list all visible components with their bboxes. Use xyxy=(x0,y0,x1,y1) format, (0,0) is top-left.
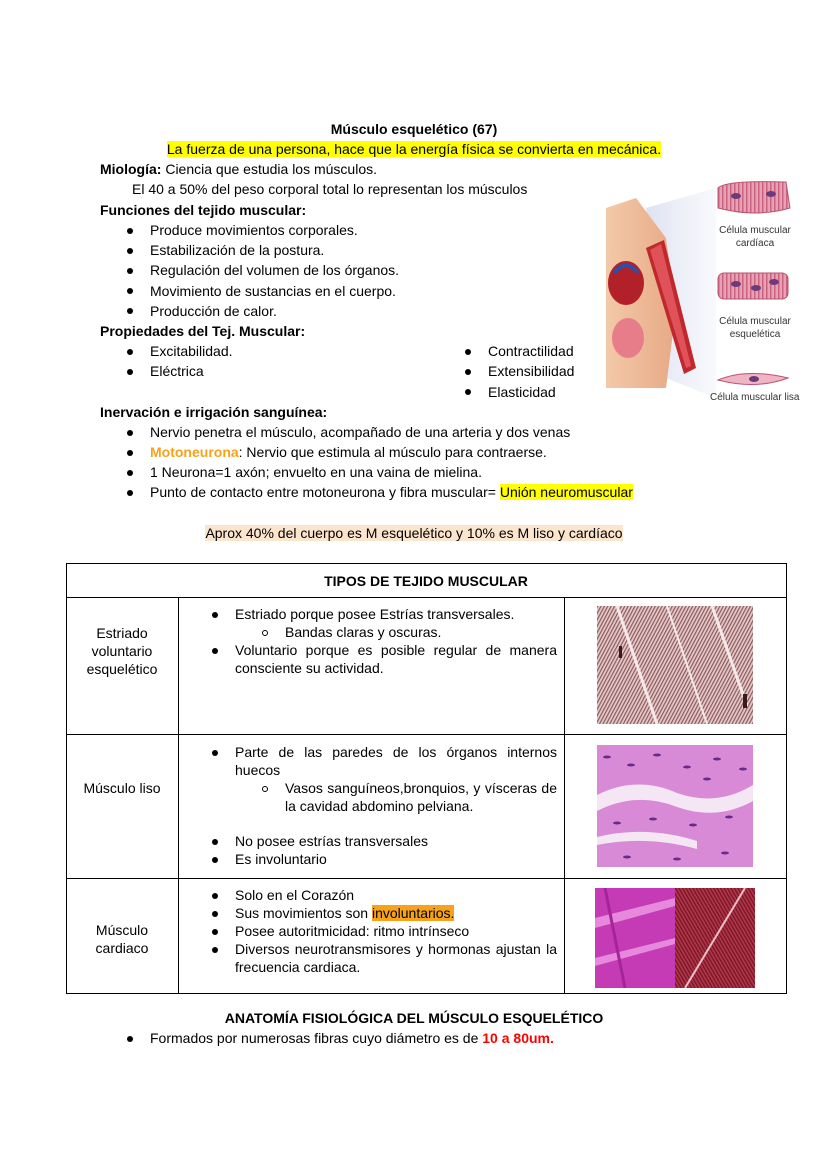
smooth-muscle-micrograph xyxy=(597,745,753,867)
figure-label-skeletal: Célula muscular esquelética xyxy=(719,316,791,340)
list-item: Produce movimientos corporales. xyxy=(150,222,358,238)
table-cell-text: Solo en el Corazón xyxy=(235,887,355,903)
anatomia-item: Formados por numerosas fibras cuyo diámetro es de 10 a 80um. xyxy=(150,1030,554,1046)
list-item: Regulación del volumen de los órganos. xyxy=(150,262,400,278)
page-subtitle: La fuerza de una persona, hace que la energía física se convierta en mecánica. xyxy=(166,141,662,157)
table-header: TIPOS DE TEJIDO MUSCULAR xyxy=(324,573,528,589)
table-border xyxy=(66,563,67,994)
anatomia-heading: ANATOMÍA FISIOLÓGICA DEL MÚSCULO ESQUELÉTICO xyxy=(224,1010,604,1026)
inervacion-heading: Inervación e irrigación sanguínea: xyxy=(100,404,328,420)
propiedad-left: Excitabilidad. xyxy=(150,343,233,359)
inervacion-item: 1 Neurona=1 axón; envuelto en una vaina de mielina. xyxy=(150,464,482,480)
propiedad-right: Extensibilidad xyxy=(488,363,575,379)
inervacion-item: Punto de contacto entre motoneurona y fibra muscular= Unión neuromuscular xyxy=(150,484,633,500)
table-row-name: Músculo liso xyxy=(83,780,161,796)
muscle-figure-illustration xyxy=(606,178,800,408)
bullet xyxy=(127,430,133,436)
list-item: Producción de calor. xyxy=(150,303,277,319)
propiedades-heading: Propiedades del Tej. Muscular: xyxy=(100,323,306,339)
table-cell-text: Estriado porque posee Estrías transversales. xyxy=(235,606,515,622)
inervacion-item: Nervio penetra el músculo, acompañado de una arteria y dos venas xyxy=(150,424,571,440)
table-cell-text: Diversos neurotransmisores y hormonas ajustan la frecuencia cardiaca. xyxy=(235,941,557,975)
table-border xyxy=(66,734,786,735)
figure-label-smooth: Célula muscular lisa xyxy=(710,392,800,403)
table-cell-text: No posee estrías transversales xyxy=(235,833,428,849)
skeletal-muscle-micrograph xyxy=(597,606,753,724)
bullet xyxy=(127,369,133,375)
table-row-name: Estriado voluntario esquelético xyxy=(86,625,158,677)
bullet xyxy=(127,228,133,234)
bullet xyxy=(465,369,471,375)
table-border xyxy=(178,597,179,994)
table-border xyxy=(786,563,787,994)
table-cell-text: Es involuntario xyxy=(235,851,327,867)
table-cell-text: Parte de las paredes de los órganos internos huecos xyxy=(235,744,557,778)
table-cell-text: Bandas claras y oscuras. xyxy=(285,624,442,640)
list-item: Estabilización de la postura. xyxy=(150,242,325,258)
bullet xyxy=(212,839,218,845)
skeletal-muscle-image xyxy=(597,606,753,724)
bullet xyxy=(127,470,133,476)
percent-line: El 40 a 50% del peso corporal total lo representan los músculos xyxy=(132,181,528,197)
table-border xyxy=(66,993,787,994)
bullet xyxy=(127,288,133,294)
figure-label-cardiac: Célula muscular cardíaca xyxy=(719,225,791,249)
page-title: Músculo esquelético (67) xyxy=(330,121,498,137)
table-cell-text: Sus movimientos son involuntarios. xyxy=(235,905,455,921)
bullet xyxy=(127,248,133,254)
inervacion-item: Motoneurona: Nervio que estimula al músculo para contraerse. xyxy=(150,444,547,460)
bullet xyxy=(212,947,218,953)
bullet xyxy=(212,893,218,899)
table-row-name: Músculo cardiaco xyxy=(95,922,149,956)
bullet xyxy=(212,648,218,654)
propiedad-right: Contractilidad xyxy=(488,343,574,359)
aprox-note: Aprox 40% del cuerpo es M esquelético y 10% es M liso y cardíaco xyxy=(205,525,623,541)
list-item: Movimiento de sustancias en el cuerpo. xyxy=(150,283,396,299)
bullet xyxy=(127,490,133,496)
cardiac-muscle-image xyxy=(595,888,755,988)
table-cell-text: Posee autoritmicidad: ritmo intrínseco xyxy=(235,923,470,939)
propiedad-left: Eléctrica xyxy=(150,363,204,379)
bullet xyxy=(465,349,471,355)
smooth-muscle-image xyxy=(597,745,753,867)
table-border xyxy=(66,597,786,598)
bullet xyxy=(127,349,133,355)
bullet xyxy=(212,929,218,935)
sub-bullet xyxy=(262,786,268,792)
bullet xyxy=(212,612,218,618)
bullet xyxy=(212,911,218,917)
sub-bullet xyxy=(262,630,268,636)
bullet xyxy=(212,857,218,863)
bullet xyxy=(127,268,133,274)
bullet xyxy=(465,389,471,395)
muscle-cells-figure xyxy=(606,178,800,408)
bullet xyxy=(127,450,133,456)
table-border xyxy=(66,563,786,564)
bullet xyxy=(212,750,218,756)
bullet xyxy=(127,1036,133,1042)
cardiac-muscle-micrograph xyxy=(595,888,755,988)
table-border xyxy=(66,878,786,879)
table-cell-text: Voluntario porque es posible regular de manera consciente su actividad. xyxy=(235,642,557,676)
bullet xyxy=(127,308,133,314)
table-cell-text: Vasos sanguíneos,bronquios, y vísceras de la cavidad abdomino pelviana. xyxy=(285,780,557,814)
miologia-line: Miología: Ciencia que estudia los músculos. xyxy=(100,161,377,177)
funciones-heading: Funciones del tejido muscular: xyxy=(100,202,307,218)
table-border xyxy=(564,597,565,994)
propiedad-right: Elasticidad xyxy=(488,384,556,400)
